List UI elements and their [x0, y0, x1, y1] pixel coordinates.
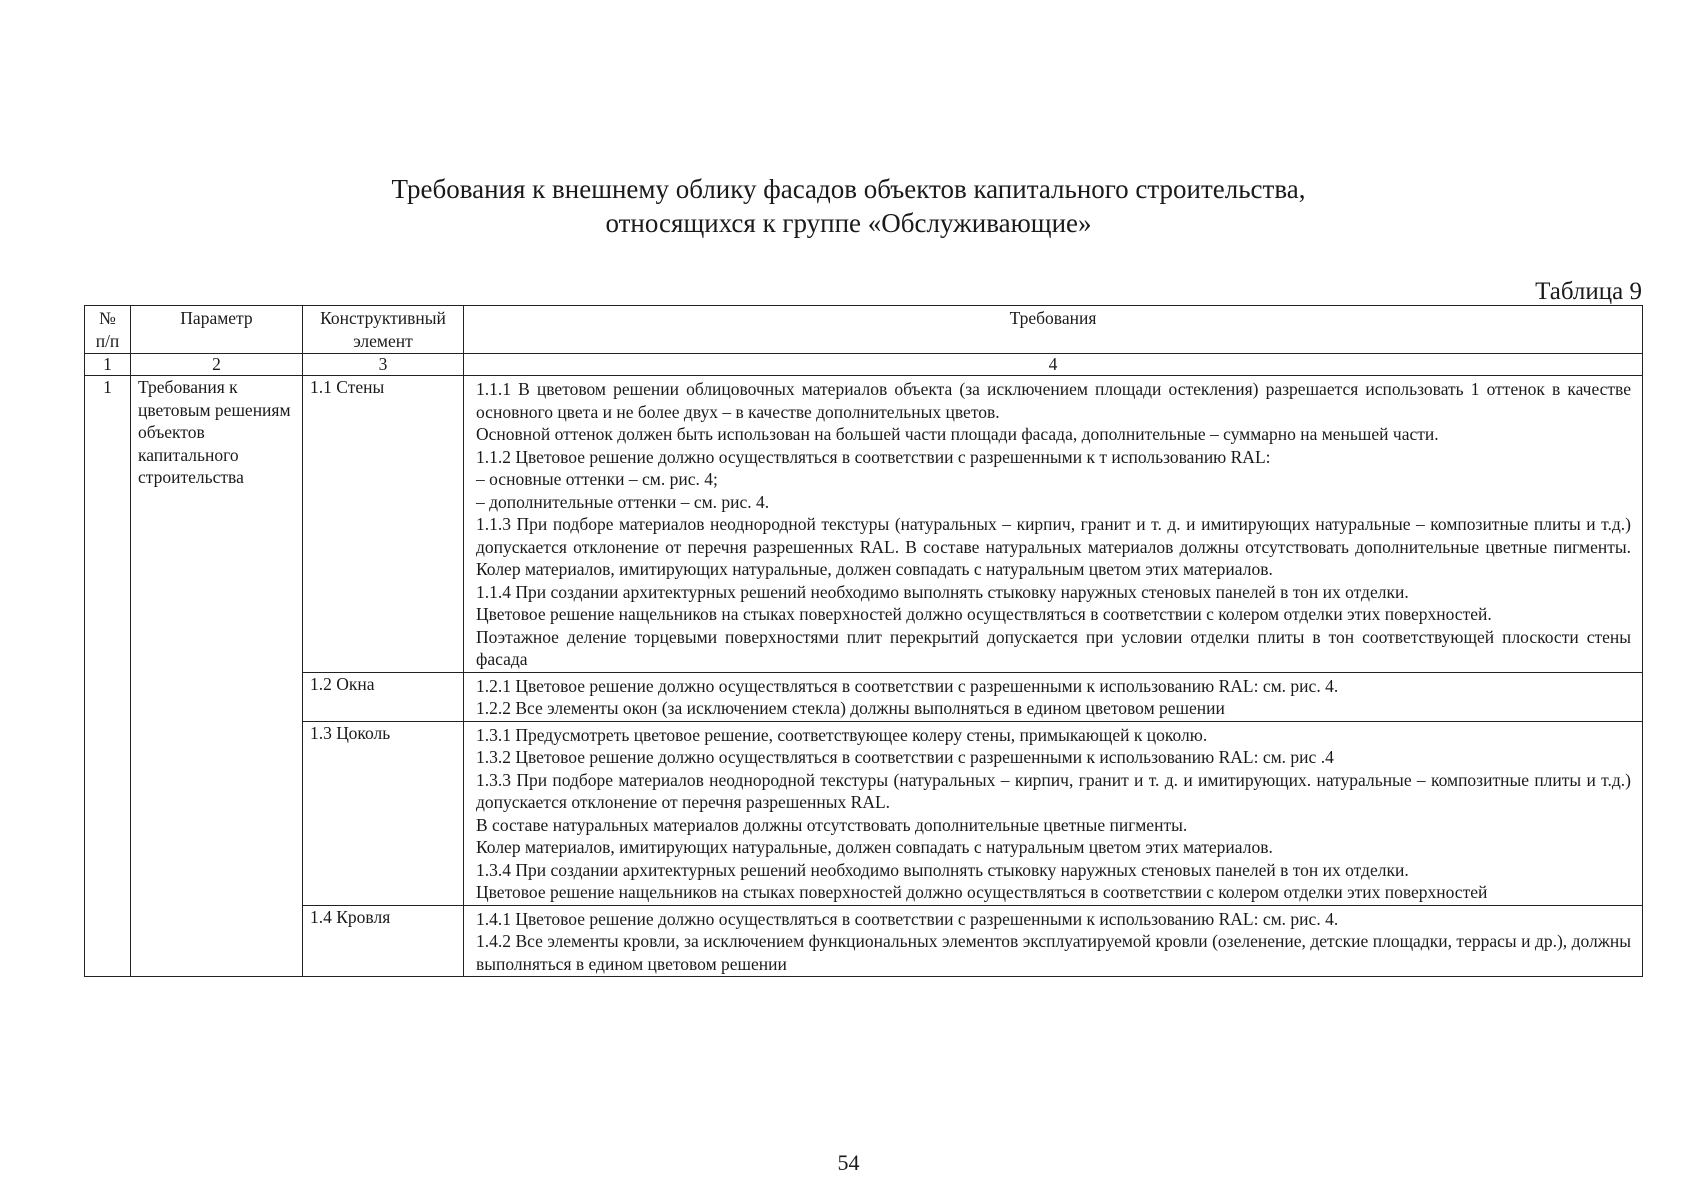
header-element: Конструктивный элемент — [303, 306, 464, 354]
parameter-cell: Требования к цветовым решениям объектов капитального строительства — [131, 376, 303, 977]
requirement-paragraph: 1.3.2 Цветовое решение должно осуществляться в соответствии с разрешенными к использованию RAL: см. рис .4 — [476, 747, 1334, 767]
element-windows: 1.2 Окна — [303, 672, 464, 721]
requirement-paragraph: Цветовое решение нащельников на стыках поверхностей должно осуществляться в соответствии с колером отделки этих поверхностей — [476, 882, 1488, 902]
requirement-paragraph: 1.2.1 Цветовое решение должно осуществляться в соответствии с разрешенными к использованию RAL: см. рис. 4. — [476, 675, 1339, 696]
table-row — [85, 376, 1643, 673]
requirement-paragraph: – дополнительные оттенки – см. рис. 4. — [476, 491, 770, 512]
table-row — [85, 721, 1643, 905]
element-plinth: 1.3 Цоколь — [303, 721, 464, 905]
requirement-paragraph: 1.1.2 Цветовое решение должно осуществляться в соответствии с разрешенными к т использованию RAL: — [476, 446, 1271, 467]
requirements-windows — [464, 672, 1643, 721]
element-walls: 1.1 Стены — [303, 376, 464, 673]
requirements-walls — [464, 376, 1643, 673]
requirement-paragraph: 1.1.1 В цветовом решении облицовочных материалов объекта (за исключением площади остекления) разрешается использовать 1 оттенок в качестве основного цвета и не более двух – в качестве дополнительных цветов. — [476, 379, 1631, 422]
row-number: 1 — [85, 376, 131, 977]
requirement-paragraph: Колер материалов, имитирующих натуральные, должен совпадать с натуральным цветом этих материалов. — [476, 837, 1273, 857]
title-line-2: относящихся к группе «Обслуживающие» — [605, 208, 1092, 238]
requirement-paragraph: – основные оттенки – см. рис. 4; — [476, 469, 718, 489]
requirement-paragraph: 1.1.3 При подборе материалов неоднородной текстуры (натуральных – кирпич, гранит и т. д. и имитирующих натуральные – композитные плиты и т.д.) допускается отклонение от перечня разрешенных RAL. В составе натуральных материалов должны отсутствовать дополнительные цветные пигменты. Колер материалов, имитирующих натуральные, должен совпадать с натуральным цветом этих материалов. — [476, 514, 1631, 579]
requirement-paragraph: 1.3.3 При подборе материалов неоднородной текстуры (натуральных – кирпич, гранит и т. д. и имитирующих. натуральные – композитные плиты и т.д.) допускается отклонение от перечня разрешенных RAL. — [476, 769, 1631, 812]
requirement-paragraph: 1.4.1 Цветовое решение должно осуществляться в соответствии с разрешенными к использованию RAL: см. рис. 4. — [476, 908, 1339, 929]
requirement-paragraph: 1.3.1 Предусмотреть цветовое решение, соответствующее колеру стены, примыкающей к цоколю. — [476, 724, 1208, 745]
column-number: 3 — [303, 354, 464, 376]
requirement-paragraph: 1.4.2 Все элементы кровли, за исключением функциональных элементов эксплуатируемой кровли (озеленение, детские площадки, террасы и др.), должны выполняться в едином цветовом решении — [476, 931, 1631, 974]
title-line-1: Требования к внешнему облику фасадов объектов капитального строительства, — [391, 174, 1306, 204]
table-caption: Таблица 9 — [1535, 278, 1642, 305]
requirement-paragraph: Основной оттенок должен быть использован на большей части площади фасада, дополнительные – суммарно на меньшей части. — [476, 424, 1439, 444]
requirement-paragraph: Поэтажное деление торцевыми поверхностями плит перекрытий допускается при условии отделки плиты в тон соответствующей плоскости стены фасада — [476, 626, 1631, 669]
requirement-paragraph: В составе натуральных материалов должны отсутствовать дополнительные цветные пигменты. — [476, 814, 1188, 835]
column-number-row — [85, 354, 1643, 376]
column-number: 2 — [131, 354, 303, 376]
requirement-paragraph: 1.1.4 При создании архитектурных решений необходимо выполнять стыковку наружных стеновых панелей в тон их отделки. — [476, 581, 1409, 602]
header-param: Параметр — [131, 306, 303, 354]
requirement-paragraph: Цветовое решение нащельников на стыках поверхностей должно осуществляться в соответствии с колером отделки этих поверхностей. — [476, 604, 1492, 624]
requirement-paragraph: 1.3.4 При создании архитектурных решений необходимо выполнять стыковку наружных стеновых панелей в тон их отделки. — [476, 859, 1409, 880]
page-number: 54 — [837, 1150, 860, 1175]
page-title — [0, 172, 1697, 240]
requirements-body — [85, 376, 1643, 977]
table-row — [85, 905, 1643, 977]
requirements-plinth — [464, 721, 1643, 905]
table-row — [85, 672, 1643, 721]
header-num: № п/п — [85, 306, 131, 354]
column-number: 1 — [85, 354, 131, 376]
header-requirements: Требования — [464, 306, 1643, 354]
requirements-table — [84, 305, 1643, 977]
column-number: 4 — [464, 354, 1643, 376]
requirements-roof — [464, 905, 1643, 977]
element-roof: 1.4 Кровля — [303, 905, 464, 977]
requirement-paragraph: 1.2.2 Все элементы окон (за исключением стекла) должны выполняться в едином цветовом решении — [476, 698, 1225, 718]
header-row — [85, 306, 1643, 354]
